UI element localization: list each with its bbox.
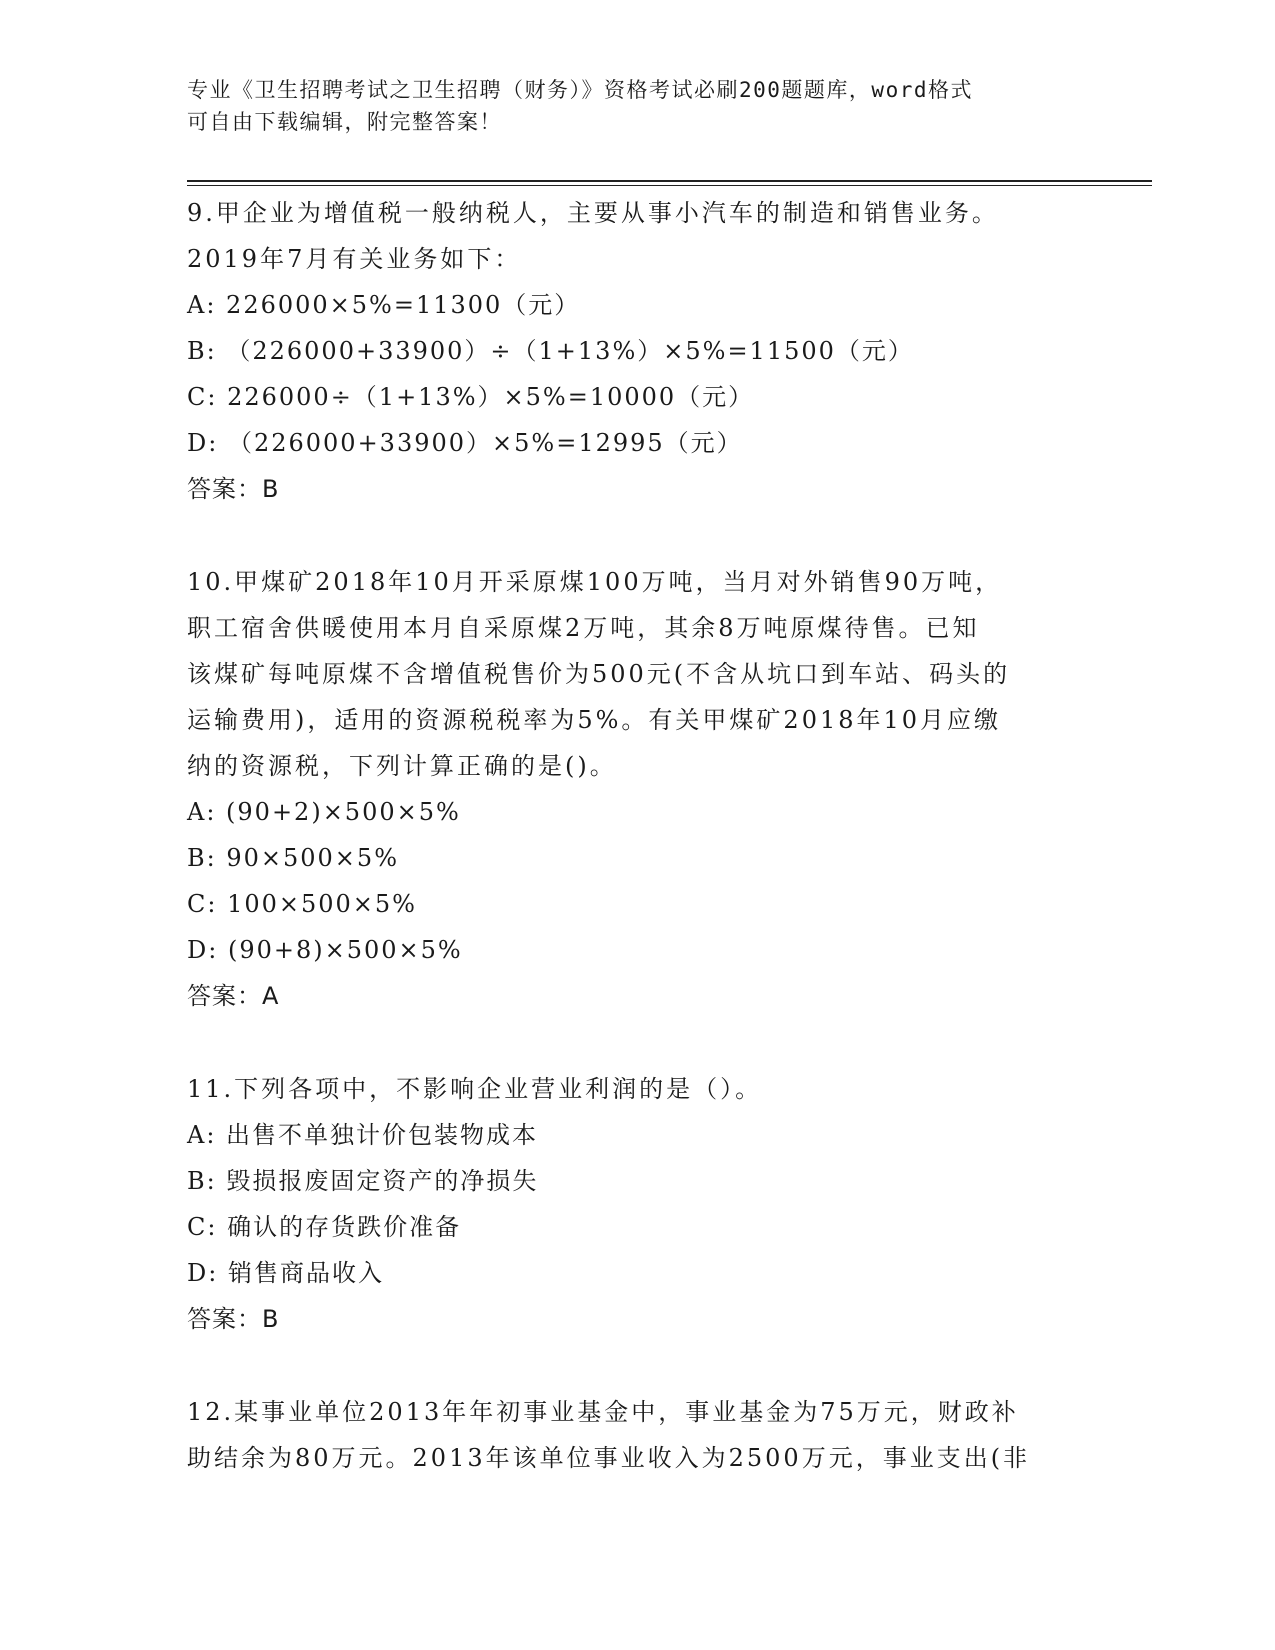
option-c: C: 确认的存货跌价准备 xyxy=(187,1213,462,1241)
option-d: D: 销售商品收入 xyxy=(187,1259,384,1287)
header-line-1: 专业《卫生招聘考试之卫生招聘（财务）》资格考试必刷200题题库，word格式 xyxy=(187,78,973,102)
question-stem-line: 纳的资源税，下列计算正确的是()。 xyxy=(187,752,617,780)
question-stem-line: 9.甲企业为增值税一般纳税人，主要从事小汽车的制造和销售业务。 xyxy=(187,199,999,227)
answer: 答案：B xyxy=(187,1305,280,1333)
question-stem-line: 12.某事业单位2013年年初事业基金中，事业基金为75万元，财政补 xyxy=(187,1398,1019,1426)
option-c: C: 100×500×5% xyxy=(187,890,417,918)
header-divider xyxy=(187,180,1152,186)
option-b: B: 毁损报废固定资产的净损失 xyxy=(187,1167,539,1195)
question-12 xyxy=(187,1389,1087,1481)
answer: 答案：A xyxy=(187,982,280,1010)
question-list xyxy=(187,190,1087,1481)
question-10 xyxy=(187,559,1087,1019)
option-a: A: 出售不单独计价包装物成本 xyxy=(187,1121,539,1149)
option-a: A: 226000×5%=11300（元） xyxy=(187,291,581,319)
option-b: B: 90×500×5% xyxy=(187,844,399,872)
question-stem-line: 2019年7月有关业务如下： xyxy=(187,245,522,273)
question-9 xyxy=(187,190,1087,512)
option-c: C: 226000÷（1+13%）×5%=10000（元） xyxy=(187,383,755,411)
question-stem-line: 职工宿舍供暖使用本月自采原煤2万吨，其余8万吨原煤待售。已知 xyxy=(187,614,980,642)
option-d: D: (90+8)×500×5% xyxy=(187,936,463,964)
question-stem-line: 10.甲煤矿2018年10月开采原煤100万吨，当月对外销售90万吨， xyxy=(187,568,1003,596)
question-stem-line: 助结余为80万元。2013年该单位事业收入为2500万元，事业支出(非 xyxy=(187,1444,1031,1472)
question-11 xyxy=(187,1066,1087,1342)
question-stem-line: 11.下列各项中，不影响企业营业利润的是（）。 xyxy=(187,1075,763,1103)
option-d: D: （226000+33900）×5%=12995（元） xyxy=(187,429,743,457)
option-a: A: (90+2)×500×5% xyxy=(187,798,461,826)
option-b: B: （226000+33900）÷（1+13%）×5%=11500（元） xyxy=(187,337,914,365)
question-stem-line: 运输费用)，适用的资源税税率为5%。有关甲煤矿2018年10月应缴 xyxy=(187,706,1002,734)
document-header xyxy=(187,74,1087,138)
header-line-2: 可自由下载编辑，附完整答案！ xyxy=(187,110,502,134)
answer: 答案：B xyxy=(187,475,280,503)
question-stem-line: 该煤矿每吨原煤不含增值税售价为500元(不含从坑口到车站、码头的 xyxy=(187,660,1011,688)
